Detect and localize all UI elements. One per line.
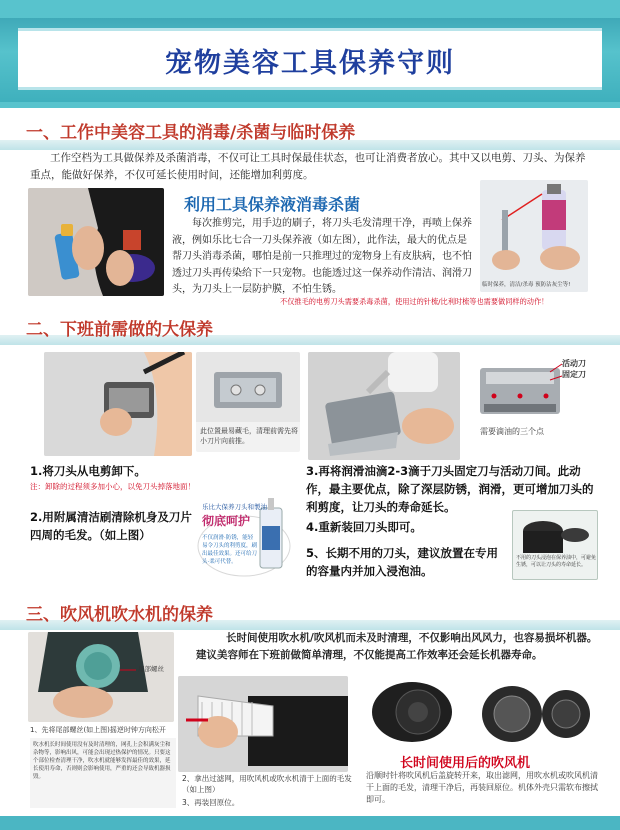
dryer-back-photo	[356, 676, 472, 748]
blade-closeup-caption: 此位置最易藏毛，清理前需先将小刀片向前推。	[200, 427, 298, 445]
dryer-open-photo	[476, 676, 596, 748]
section3-step2: 2、拿出过滤网，用吹风机或吹水机清于上面的毛发（如上图）	[182, 774, 352, 794]
section3-heading: 三、吹风机吹水机的保养	[26, 605, 213, 625]
section2-step4: 4.重新装回刀头即可。	[306, 520, 422, 534]
page-title: 宠物美容工具保养守则	[165, 48, 455, 79]
dryer-screw-illustration	[28, 632, 174, 722]
oil-blade-illustration	[308, 352, 460, 460]
storage-container-caption: 不用的刀头浸泡在保养油中，可避免生锈，可以让刀头的寿命延长。	[516, 555, 597, 568]
remove-blade-photo	[44, 352, 192, 456]
dryer-open-illustration	[476, 676, 596, 748]
section2-heading: 二、下班前需做的大保养	[26, 320, 213, 340]
section3-step1: 1、先将尾部螺丝(如上图)摇逆时钟方向松开	[30, 726, 166, 734]
storage-container-illustration	[513, 511, 598, 557]
section3-dryer-text: 沿顺时针将吹风机后盖旋转开来，取出滤网，用吹水机或吹风机清干上面的毛发，清理干净后，再装回原位。机体外壳只需软布擦拭即可。	[366, 771, 598, 804]
label-moving-blade: 活动刀	[562, 359, 586, 368]
oil-blade-photo	[308, 352, 460, 460]
section1-subheading: 利用工具保养液消毒杀菌	[184, 195, 361, 214]
label-fixed-blade: 固定刀	[562, 370, 586, 379]
section3-step3: 3、再装回原位。	[182, 798, 240, 807]
filter-removal-illustration	[178, 676, 348, 772]
blade-closeup-photo	[196, 352, 300, 452]
section2-step1: 1.将刀头从电剪卸下。	[30, 464, 146, 478]
care-badge: 彻底呵护	[202, 514, 251, 528]
dryer-back-illustration	[356, 676, 472, 748]
remove-blade-illustration	[44, 352, 192, 456]
section2-step1-note: 注：卸除的过程须多加小心，以免刀头掉落地面！	[30, 482, 195, 491]
storage-container-photo	[512, 510, 598, 580]
section2-step2: 2.用附属清洁刷清除机身及刀片四周的毛发。（如上图）	[30, 510, 192, 542]
section2-step3: 3.再将润滑油滴2-3滴于刀头固定刀与活动刀间。此动作，最主要优点，除了深层防锈，润滑，更可增加刀头的利剪度，让刀头的寿命延长。	[306, 464, 594, 514]
section1-body: 每次推剪完，用手边的刷子，将刀头毛发清理干净，再喷上保养液，例如乐比七合一刀头保养液（如左图），此作法，最大的优点是帮刀头消毒杀菌，哪怕是前一只推理过的宠物身上有皮肤病，也不怕透过刀头再传染给下一只宠物。也能透过这一保养动作清洁、润滑刀头，为刀头上一层防护膜，不怕生锈。	[172, 218, 472, 295]
blade-closeup-illustration	[196, 352, 300, 422]
section3-subheading: 长时间使用后的吹风机	[400, 756, 531, 771]
section3-intro: 长时间使用吹水机/吹风机而未及时清理，不仅影响出风风力，也容易损坏机器。建议美容师在下班前做简单清理，不仅能提高工作效率还会延长机器寿命。	[196, 632, 598, 661]
section1-intro: 工作空档为工具做保养及杀菌消毒，不仅可让工具时保最佳状态，也可让消费者放心。其中又以电剪、刀头、为保养重点，能做好保养，不仅可延长使用时间，还能增加利剪度。	[30, 152, 586, 181]
blade-diagram	[470, 352, 598, 440]
title-box	[18, 28, 602, 90]
section1-heading: 一、工作中美容工具的消毒/杀菌与临时保养	[26, 123, 356, 143]
bottom-strip	[0, 816, 620, 830]
filter-removal-photo	[178, 676, 348, 772]
dryer-screw-photo	[28, 632, 174, 722]
spray-comb-caption: 临时保养，清洁/杀毒 预防沾灰尘等!	[482, 282, 571, 288]
section2-step5: 5、长期不用的刀头，建议放置在专用的容量内并加入浸泡油。	[306, 546, 498, 578]
care-badge-desc: 不仅润滑·防锈，能轻易令刀头的利剪度，刷出最佳效果。还可给刀头·柔可代替。	[202, 535, 258, 565]
header-banner	[0, 0, 620, 108]
spray-clipper-illustration	[28, 188, 164, 296]
label-oil-points: 需要滴油的三个点	[480, 427, 544, 436]
spray-comb-illustration	[480, 180, 588, 292]
oil-bottle-graphic	[196, 496, 292, 580]
label-tail-screw: 尾部螺丝	[138, 665, 164, 673]
spray-clipper-photo	[28, 188, 164, 296]
section1-note: 不仅推毛的电剪刀头需要杀毒杀菌，使用过的针梳/比利时梳等也需要做同样的动作！	[280, 297, 549, 306]
oil-bottle-label: 乐比大保养刀头和製油	[202, 503, 267, 511]
section3-side-note: 吹水机长时间使用没有及时清理的，网孔上会积满灰尘和杂物等，影响出风，可能会出现过热保护的情况。只要这个部位检查清理干净，吹水机就能够发挥最佳的效果，延长使用寿命，否则则会影响使用，严重的还会导致机器损毁。	[30, 738, 176, 808]
spray-comb-photo	[480, 180, 588, 292]
